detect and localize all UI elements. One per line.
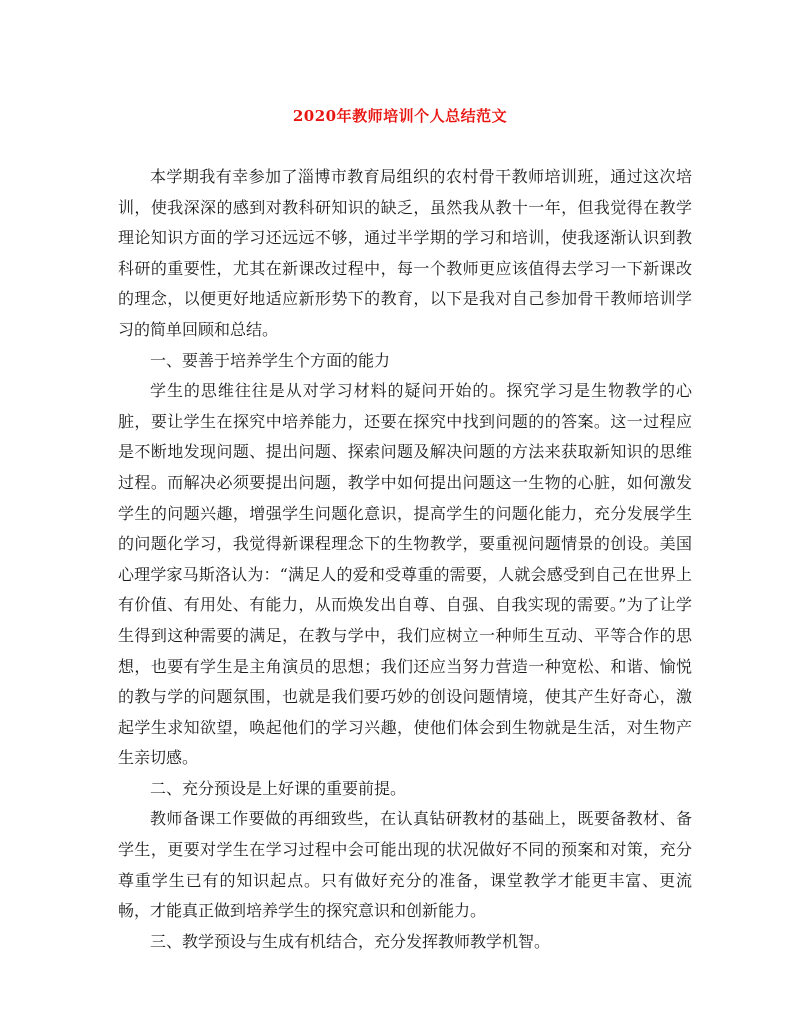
document-body (118, 162, 692, 957)
intro-paragraph: 本学期我有幸参加了淄博市教育局组织的农村骨干教师培训班，通过这次培训，使我深深的感到对教科研知识的缺乏，虽然我从教十一年，但我觉得在教学理论知识方面的学习还远远不够，通过半学期的学习和培训，使我逐渐认识到教科研的重要性，尤其在新课改过程中，每一个教师更应该值得去学习一下新课改的理念，以便更好地适应新形势下的教育，以下是我对自己参加骨干教师培训学习的简单回顾和总结。 (118, 167, 692, 339)
section-2-heading: 二、充分预设是上好课的重要前提。 (150, 778, 407, 798)
section-2-paragraph: 教师备课工作要做的再细致些，在认真钻研教材的基础上，既要备教材、备学生，更要对学生在学习过程中会可能出现的状况做好不同的预案和对策，充分尊重学生已有的知识起点。只有做好充分的准备，课堂教学才能更丰富、更流畅，才能真正做到培养学生的探究意识和创新能力。 (118, 809, 692, 921)
document-title: 2020年教师培训个人总结范文 (292, 107, 508, 125)
section-3-heading: 三、教学预设与生成有机结合，充分发挥教师教学机智。 (150, 931, 551, 951)
section-1-heading: 一、要善于培养学生个方面的能力 (150, 350, 391, 370)
section-1-paragraph: 学生的思维往往是从对学习材料的疑问开始的。探究学习是生物教学的心脏，要让学生在探究中培养能力，还要在探究中找到问题的的答案。这一过程应是不断地发现问题、提出问题、探索问题及解决问题的方法来获取新知识的思维过程。而解决必须要提出问题，教学中如何提出问题这一生物的心脏，如何激发学生的问题兴趣，增强学生问题化意识，提高学生的问题化能力，充分发展学生的问题化学习，我觉得新课程理念下的生物教学，要重视问题情景的创设。美国心理学家马斯洛认为：“满足人的爱和受尊重的需要，人就会感受到自己在世界上有价值、有用处、有能力，从而焕发出自尊、自强、自我实现的需要。”为了让学生得到这种需要的满足，在教与学中，我们应树立一种师生互动、平等合作的思想，也要有学生是主角演员的思想；我们还应当努力营造一种宽松、和谐、愉悦的教与学的问题氛围，也就是我们要巧妙的创设问题情境，使其产生好奇心，激起学生求知欲望，唤起他们的学习兴趣，使他们体会到生物就是生活，对生物产生亲切感。 (118, 381, 692, 768)
